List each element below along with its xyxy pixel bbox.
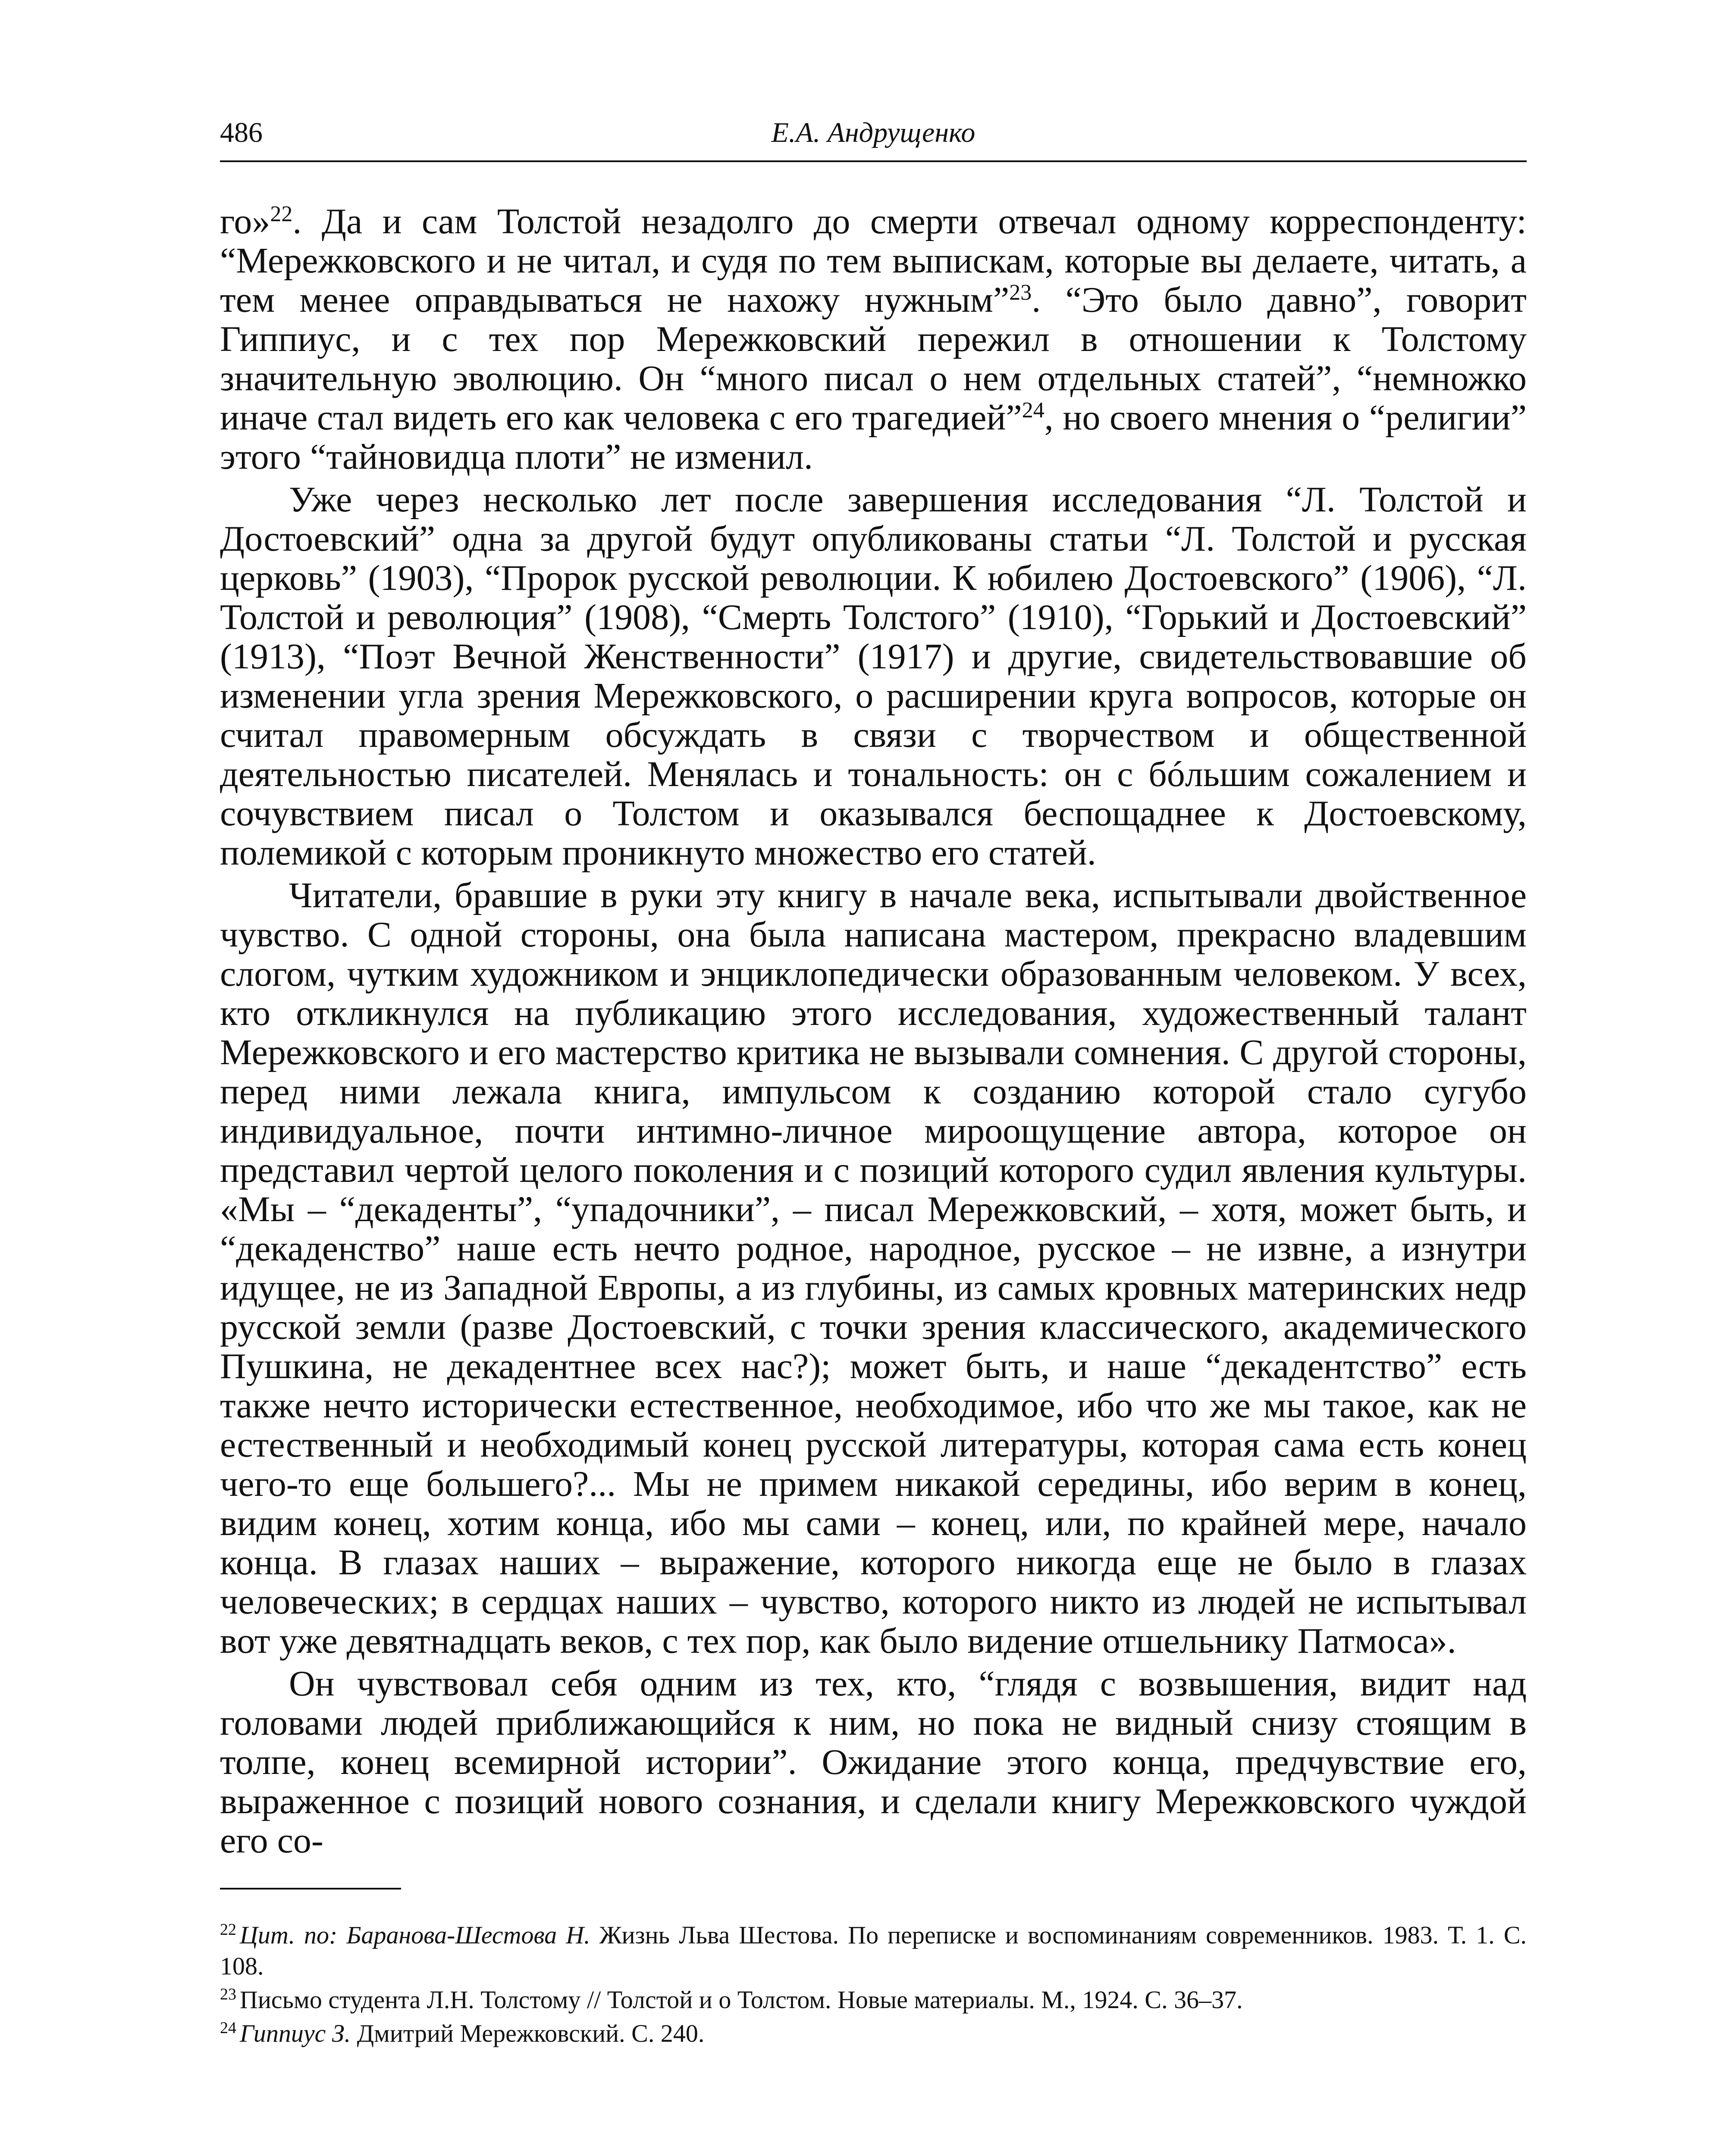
paragraph-1-part-4: , но своего мнения о “религии” этого “тайновидца плоти” не изменил.: [220, 398, 1527, 477]
footnote-text: Дмитрий Мережковский. С. 240.: [351, 2019, 705, 2047]
footnote-23: [220, 1984, 1527, 2015]
paragraph-1-part-2: . Да и сам Толстой незадолго до смерти отвечал одному корреспонденту: “Мережковского и не читал, и судя по тем выпискам, которые вы делаете, читать, а тем менее оправдываться не нахожу нужным”: [220, 201, 1527, 320]
footnote-author: Цит. по: Баранова-Шестова Н.: [240, 1921, 590, 1949]
footnote-number: 24: [220, 2019, 236, 2037]
running-head: Е.А. Андрущенко: [771, 117, 975, 148]
paragraph-1-part-1: го»: [220, 201, 270, 241]
footnote-number: 22: [220, 1921, 236, 1939]
footnote-ref-23: 23: [1009, 280, 1032, 305]
footnote-divider: [220, 1888, 401, 1890]
paragraph-3: Читатели, бравшие в руки эту книгу в начале века, испытывали двойственное чувство. С одной стороны, она была написана мастером, прекрасно владевшим слогом, чутким художником и энциклопедически образованным человеком. У всех, кто откликнулся на публикацию этого исследования, художественный талант Мережковского и его мастерство критика не вызывали сомнения. С другой стороны, перед ними лежала книга, импульсом к созданию которой стало сугубо индивидуальное, почти интимно-личное мироощущение автора, которое он представил чертой целого поколения и с позиций которого судил явления культуры. «Мы – “декаденты”, “упадочники”, – писал Мережковский, – хотя, может быть, и “декаденство” наше есть нечто родное, народное, русское – не извне, а изнутри идущее, не из Западной Европы, а из глубины, из самых кровных материнских недр русской земли (разве Достоевский, с точки зрения классического, академического Пушкина, не декадентнее всех нас?); может быть, и наше “декадентство” есть также нечто исторически естественное, необходимое, ибо что же мы такое, как не естественный и необходимый конец русской литературы, которая сама есть конец чего-то еще большего?... Мы не примем никакой середины, ибо верим в конец, видим конец, хотим конца, ибо мы сами – конец, или, по крайней мере, начало конца. В глазах наших – выражение, которого никогда еще не было в глазах человеческих; в сердцах наших – чувство, которого никто из людей не испытывал вот уже девятнадцать веков, с тех пор, как было видение отшельнику Патмоса».: [220, 875, 1527, 1661]
footnote-text: Жизнь Льва Шестова. По переписке и воспоминаниям современников. 1983. Т. 1. С. 108.: [220, 1921, 1527, 1980]
paragraph-1: [220, 202, 1527, 476]
footnote-text: Письмо студента Л.Н. Толстому // Толстой и о Толстом. Новые материалы. М., 1924. С. 36–37.: [240, 1986, 1243, 2014]
footnote-22: [220, 1920, 1527, 1982]
paragraph-4: Он чувствовал себя одним из тех, кто, “глядя с возвышения, видит над головами людей приближающийся к ним, но пока не видный снизу стоящим в толпе, конец всемирной истории”. Ожидание этого конца, предчувствие его, выраженное с позиций нового сознания, и сделали книгу Мережковского чуждой его со-: [220, 1664, 1527, 1861]
paragraph-1-part-3: . “Это было давно”, говорит Гиппиус, и с тех пор Мережковский пережил в отношении к Толстому значительную эволюцию. Он “много писал о нем отдельных статей”, “немножко иначе стал видеть его как человека с его трагедией”: [220, 280, 1527, 438]
page-header: [220, 113, 1527, 162]
footnotes: [220, 1920, 1527, 2052]
footnote-ref-24: 24: [1022, 398, 1044, 423]
footnote-author: Гиппиус З.: [240, 2019, 351, 2047]
footnote-number: 23: [220, 1985, 236, 2003]
footnote-24: [220, 2018, 1527, 2049]
page-number: 486: [220, 117, 263, 148]
footnote-ref-22: 22: [270, 202, 293, 226]
main-text: [220, 202, 1527, 1860]
paragraph-2: Уже через несколько лет после завершения исследования “Л. Толстой и Достоевский” одна за другой будут опубликованы статьи “Л. Толстой и русская церковь” (1903), “Пророк русской революции. К юбилею Достоевского” (1906), “Л. Толстой и революция” (1908), “Смерть Толстого” (1910), “Горький и Достоевский” (1913), “Поэт Вечной Женственности” (1917) и другие, свидетельствовавшие об изменении угла зрения Мережковского, о расширении круга вопросов, которые он считал правомерным обсуждать в связи с творчеством и общественной деятельностью писателей. Менялась и тональность: он с бóльшим сожалением и сочувствием писал о Толстом и оказывался беспощаднее к Достоевскому, полемикой с которым проникнуто множество его статей.: [220, 479, 1527, 873]
